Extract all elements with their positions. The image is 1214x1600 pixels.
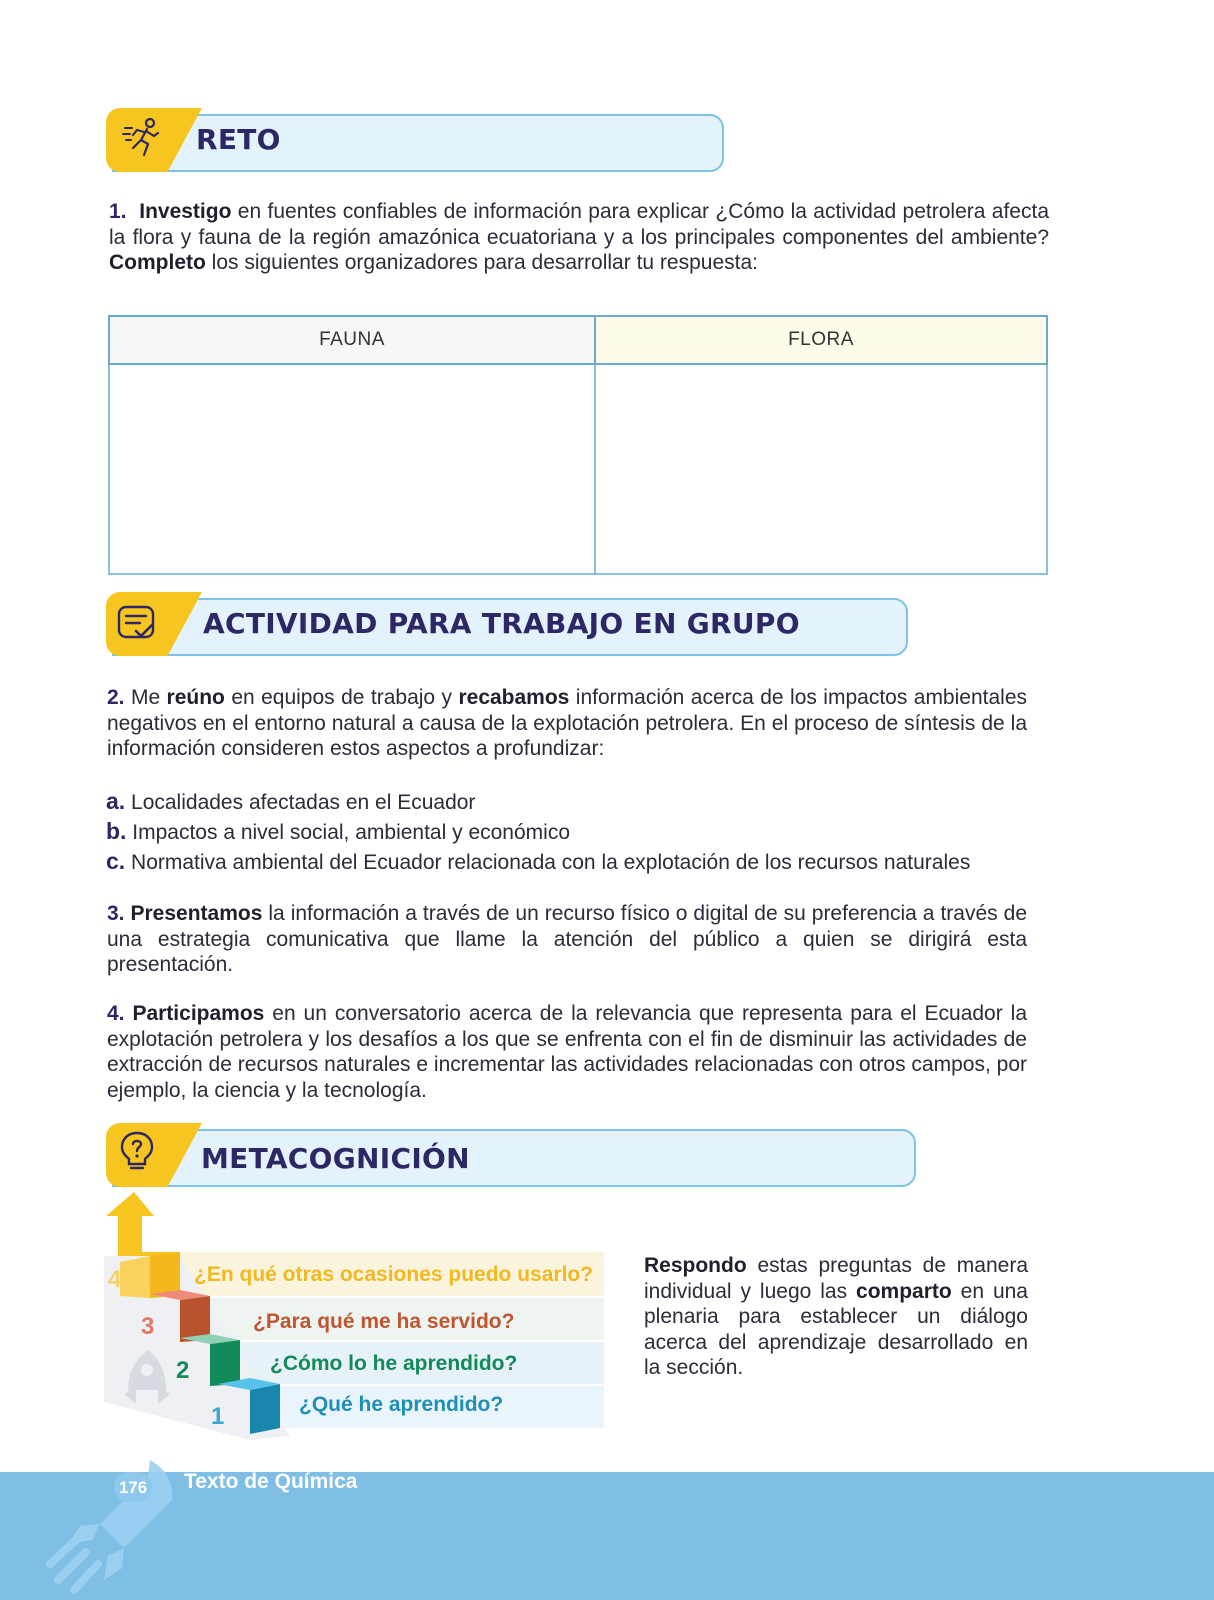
list-item-c-letter: c. [106,848,126,874]
question-2 [107,685,1027,762]
question-3-text: la información a través de un recurso físico o digital de su preferencia a través de una estrategia comunicativa que llame la atención del público a quien se dirigirá esta presentación. [107,902,1027,976]
reflection-instructions [644,1253,1028,1381]
step-question-4: ¿En qué otras ocasiones puedo usarlo? [194,1263,594,1286]
list-item-b-text: Impactos a nivel social, ambiental y económico [126,821,570,844]
fauna-flora-organizer [108,315,1048,575]
question-1-text-1: en fuentes confiables de información para explicar ¿Cómo la actividad petrolera afecta la flora y fauna de la región amazónica ecuatoriana y a los principales componentes del ambiente? [109,200,1049,249]
step-question-1: ¿Qué he aprendido? [299,1393,504,1416]
reflection-text-1: estas preguntas de manera individual y luego las [644,1254,1028,1303]
question-2-text-1: en equipos de trabajo y [224,686,459,709]
step-number-1: 1 [211,1403,225,1430]
lightbulb-question-icon [114,1128,160,1174]
step-number-2: 2 [176,1357,190,1384]
question-3-verb: Presentamos [130,902,263,925]
list-item-a-text: Localidades afectadas en el Ecuador [125,791,476,814]
reflection-verb-2: comparto [856,1279,952,1303]
question-1-number: 1. [109,200,127,223]
flora-header: FLORA [595,316,1047,364]
grupo-title: ACTIVIDAD PARA TRABAJO EN GRUPO [203,607,800,640]
step-number-4: 4 [108,1266,122,1293]
question-3 [107,901,1027,978]
list-item-a-letter: a. [106,788,126,814]
question-2-verb-1: reúno [166,686,225,709]
question-2-verb-2: recabamos [458,686,570,709]
question-1-verb-1: Investigo [139,200,232,223]
list-item-a [106,788,475,815]
list-item-b [106,818,570,845]
page-number: 176 [118,1478,148,1497]
step-number-3: 3 [141,1313,155,1340]
rocket-watermark-icon [40,1440,190,1600]
question-2-text-2: información acerca de los impactos ambientales negativos en el entorno natural a causa de la explotación petrolera. En el proceso de síntesis de la información consideren estos aspectos a profundizar: [107,686,1027,760]
question-4 [107,1001,1027,1103]
question-2-number: 2. [107,686,125,709]
list-item-c-text: Normativa ambiental del Ecuador relacionada con la explotación de los recursos naturales [125,851,971,874]
checklist-note-icon [114,600,160,646]
fauna-header: FAUNA [109,316,595,364]
list-item-c [106,848,970,875]
flora-answer-cell[interactable] [595,364,1047,574]
question-1-verb-2: Completo [109,251,206,274]
running-person-icon [120,114,166,160]
question-4-text: en un conversatorio acerca de la relevancia que representa para el Ecuador la explotación petrolera y los desafíos a los que se enfrenta con el fin de disminuir las actividades de extracción de recursos naturales e incrementar las actividades relacionadas con otros campos, por ejemplo, la ciencia y la tecnología. [107,1002,1027,1102]
question-4-verb: Participamos [132,1002,265,1025]
meta-title: METACOGNICIÓN [201,1142,470,1175]
question-1-text-2: los siguientes organizadores para desarrollar tu respuesta: [205,251,758,274]
step-question-2: ¿Cómo lo he aprendido? [270,1352,518,1375]
book-title: Texto de Química [184,1470,358,1493]
list-item-b-letter: b. [106,818,127,844]
question-3-number: 3. [107,902,125,925]
question-1 [109,199,1049,276]
question-2-text-0: Me [124,686,167,709]
step-question-3: ¿Para qué me ha servido? [253,1310,515,1333]
fauna-answer-cell[interactable] [109,364,595,574]
reflection-verb-1: Respondo [644,1254,747,1277]
reto-title: RETO [196,123,281,156]
reflection-text-2: en una plenaria para establecer un diálogo acerca del aprendizaje desarrollado en la sección. [644,1279,1028,1379]
question-4-number: 4. [107,1002,125,1025]
